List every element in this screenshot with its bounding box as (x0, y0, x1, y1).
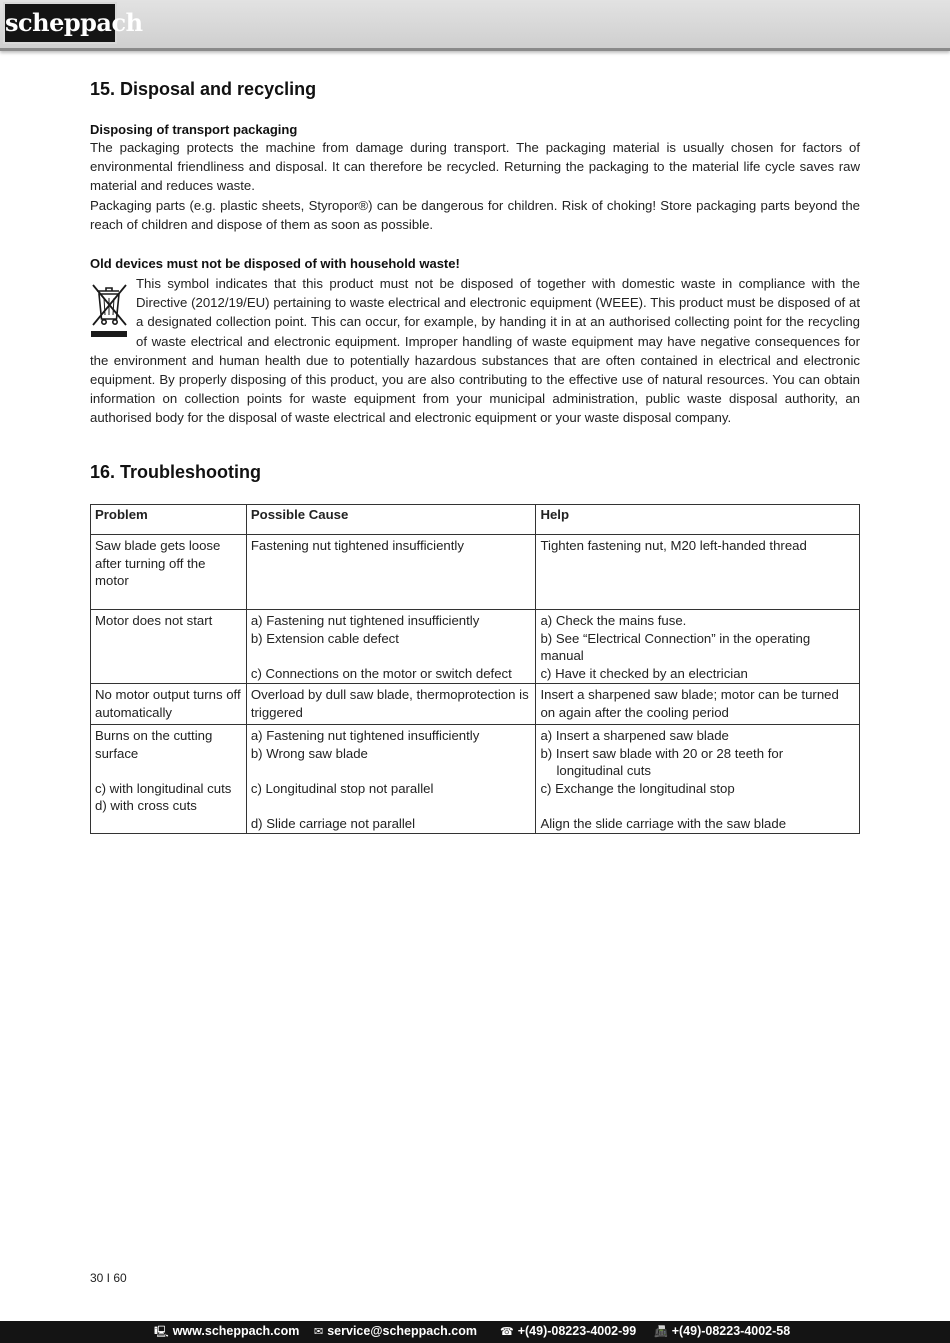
scheppach-logo: scheppach (3, 2, 117, 44)
footer-fax (654, 1321, 790, 1343)
table-cell-cause (246, 610, 536, 684)
cell-line: b) Extension cable defect (250, 630, 399, 646)
table-cell-help (536, 610, 860, 684)
footer-website[interactable] (154, 1321, 299, 1343)
table-cell-problem (91, 725, 247, 834)
table-row (91, 684, 860, 725)
weee-heading: Old devices must not be disposed of with household waste! (90, 256, 460, 271)
cell-line: Insert a sharpened saw blade; motor can be turned on again after the cooling period (540, 687, 843, 720)
fax-text: +(49)-08223-4002-58 (671, 1324, 791, 1338)
cell-line: c) Exchange the longitudinal stop (540, 780, 735, 796)
table-row (91, 535, 860, 610)
footer-bar (0, 1321, 950, 1343)
cell-line: b) See “Electrical Connection” in the operating manual (540, 630, 814, 663)
cell-line: b) Insert saw blade with 20 or 28 teeth for (540, 745, 784, 761)
table-header-row (91, 505, 860, 535)
table-cell-problem (91, 610, 247, 684)
cell-line: a) Insert a sharpened saw blade (540, 728, 729, 743)
troubleshooting-table (90, 504, 860, 834)
cell-line: longitudinal cuts (556, 763, 652, 778)
column-header-help: Help (536, 505, 860, 535)
cell-line: Saw blade gets loose after turning off the motor (95, 538, 225, 588)
cell-line (251, 647, 532, 665)
cell-line (95, 762, 242, 780)
table-cell-help (536, 535, 860, 610)
cell-line: Align the slide carriage with the saw blade (540, 815, 787, 831)
page-number: 30 I 60 (90, 1271, 127, 1285)
cell-line: Burns on the cutting surface (95, 728, 216, 761)
website-text: www.scheppach.com (172, 1324, 300, 1338)
cell-line (251, 797, 532, 815)
table-cell-cause (246, 535, 536, 610)
column-header-problem: Problem (91, 505, 247, 535)
crossed-out-bin-icon (90, 279, 130, 343)
cell-line: c) Longitudinal stop not parallel (250, 780, 434, 796)
packaging-paragraph-2: Packaging parts (e.g. plastic sheets, Styropor®) can be dangerous for children. Risk of choking! Store packaging parts beyond the reach of children and dispose of them as soon as possible. (90, 198, 860, 233)
cell-line: c) Connections on the motor or switch defect (250, 665, 512, 681)
cell-line: c) Have it checked by an electrician (540, 665, 748, 681)
section-16-title: 16. Troubleshooting (90, 462, 262, 482)
table-cell-help (536, 725, 860, 834)
cell-line: d) Slide carriage not parallel (250, 815, 416, 831)
weee-block (90, 274, 860, 428)
cell-line: a) Fastening nut tightened insufficiently (250, 728, 480, 743)
email-text: service@scheppach.com (327, 1324, 477, 1338)
column-header-cause: Possible Cause (246, 505, 536, 535)
envelope-icon: ✉ (314, 1326, 324, 1338)
cell-line: Motor does not start (95, 613, 213, 628)
cell-line: d) with cross cuts (95, 798, 197, 813)
table-row (91, 610, 860, 684)
section-15-title: 15. Disposal and recycling (90, 79, 317, 99)
cell-line: b) Wrong saw blade (250, 745, 368, 761)
cell-line (251, 762, 532, 780)
table-cell-problem (91, 684, 247, 725)
cell-line: Overload by dull saw blade, thermoprotection is triggered (250, 687, 533, 720)
cell-line: No motor output turns off automatically (95, 687, 245, 720)
table-cell-cause (246, 725, 536, 834)
packaging-paragraph-1: The packaging protects the machine from damage during transport. The packaging material is usually chosen for factors of environmental friendliness and disposal. It can therefore be recycled. Returning the packaging to the material life cycle saves raw material and reduces waste. (90, 140, 860, 194)
cell-line (540, 797, 855, 815)
telephone-icon: ☎ (500, 1326, 514, 1338)
footer-email[interactable] (314, 1321, 477, 1343)
cell-line: c) with longitudinal cuts (95, 780, 232, 796)
weee-paragraph: This symbol indicates that this product must not be disposed of together with domestic waste in compliance with the Directive (2012/19/EU) pertaining to waste electrical and electronic equipment (WEEE). This product must be disposed of at a designated collection point. This can occur, for example, by handing it in at an authorised collecting point for the recycling of waste electrical and electronic equipment. Improper handling of waste equipment may have negative consequences for the environment and human health due to potentially hazardous substances that are often contained in electrical and electronic equipment. By properly disposing of this product, you are also contributing to the effective use of natural resources. You can obtain information on collection points for waste equipment from your municipal administration, public waste disposal authority, an authorised body for the disposal of waste electrical and electronic equipment or your waste disposal company. (90, 276, 860, 426)
cell-line: Fastening nut tightened insufficiently (250, 538, 464, 553)
packaging-heading: Disposing of transport packaging (90, 122, 298, 137)
table-cell-help (536, 684, 860, 725)
table-cell-cause (246, 684, 536, 725)
phone-text: +(49)-08223-4002-99 (517, 1324, 637, 1338)
cell-line: a) Fastening nut tightened insufficiently (250, 613, 480, 628)
header-bar (0, 0, 950, 51)
computer-icon: 🖳 (154, 1326, 169, 1338)
table-cell-problem (91, 535, 247, 610)
cell-line: Tighten fastening nut, M20 left-handed thread (540, 538, 807, 553)
footer-phone (500, 1321, 636, 1343)
fax-icon: 📠 (654, 1326, 668, 1338)
table-row (91, 725, 860, 834)
cell-line: a) Check the mains fuse. (540, 613, 687, 628)
